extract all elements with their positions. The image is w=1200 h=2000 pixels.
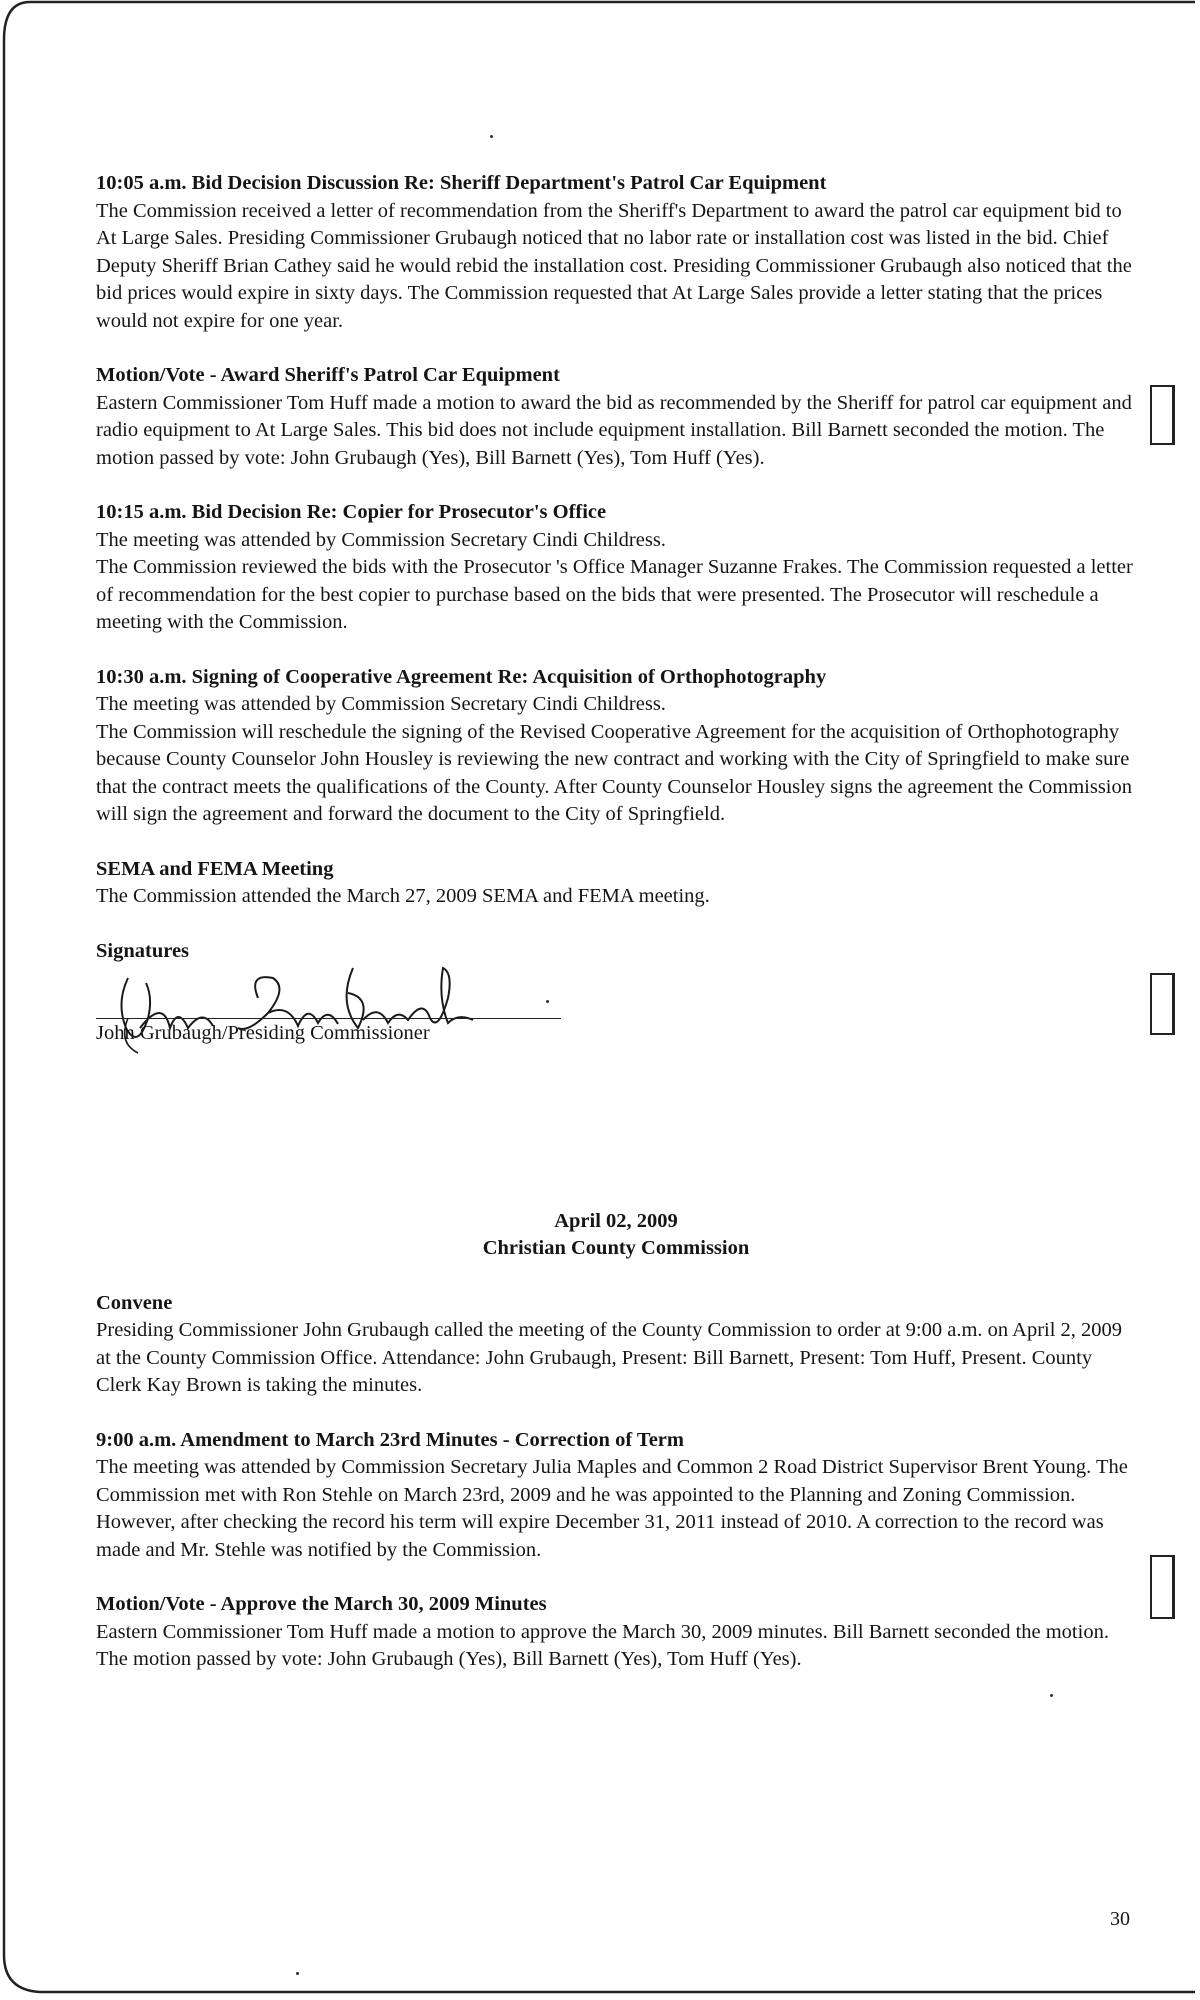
signature-block — [96, 938, 1136, 1048]
signatures-heading: Signatures — [96, 939, 190, 962]
section-heading: 10:05 a.m. Bid Decision Discussion Re: Sheriff Department's Patrol Car Equipment — [96, 172, 827, 194]
section-heading: SEMA and FEMA Meeting — [96, 857, 334, 880]
section-paragraph: The meeting was attended by Commission Secretary Cindi Childress. — [96, 693, 666, 715]
margin-bracket — [1150, 1555, 1175, 1619]
page-number: 30 — [1110, 1908, 1130, 1930]
meeting-date: April 02, 2009 — [554, 1209, 678, 1232]
section-paragraph: The Commission reviewed the bids with the Prosecutor 's Office Manager Suzanne Frakes. The Commission requested a letter of recommendation for the best copier to purchase based on the bids that were presented. The Prosecutor will reschedule a meeting with the Commission. — [96, 556, 1133, 633]
section-paragraph: The Commission will reschedule the signing of the Revised Cooperative Agreement for the acquisition of Orthophotography because County Counselor John Housley is reviewing the new contract and working with the City of Springfield to make sure that the contract meets the qualifications of the County. After County Counselor Housley signs the agreement the Commission will sign the agreement and forward the document to the City of Springfield. — [96, 720, 1133, 825]
section-paragraph: The Commission attended the March 27, 2009 SEMA and FEMA meeting. — [96, 885, 710, 907]
signature-line — [96, 1018, 561, 1019]
section-heading: 9:00 a.m. Amendment to March 23rd Minutes - Correction of Term — [96, 1428, 684, 1451]
section-paragraph: The Commission received a letter of recommendation from the Sheriff's Department to award the patrol car equipment bid to At Large Sales. Presiding Commissioner Grubaugh noticed that no labor rate or installation cost was listed in the bid. Chief Deputy Sheriff Brian Cathey said he would rebid the installation cost. Presiding Commissioner Grubaugh also noticed that the bid prices would expire in sixty days. The Commission requested that At Large Sales provide a letter stating that the prices would not expire for one year. — [96, 199, 1132, 332]
section-paragraph: Eastern Commissioner Tom Huff made a motion to approve the March 30, 2009 minutes. Bill Barnett seconded the motion. The motion passed by vote: John Grubaugh (Yes), Bill Barnett (Yes), Tom Huff (Yes). — [96, 1620, 1109, 1670]
minutes-section — [96, 1427, 1136, 1565]
minutes-section — [96, 856, 1136, 911]
minutes-section — [96, 499, 1136, 637]
meeting-header — [96, 1208, 1136, 1263]
minutes-section — [96, 664, 1136, 829]
margin-bracket — [1150, 385, 1175, 445]
section-paragraph: The meeting was attended by Commission Secretary Cindi Childress. — [96, 528, 666, 551]
section-heading: 10:15 a.m. Bid Decision Re: Copier for Prosecutor's Office — [96, 501, 607, 523]
document-body — [96, 170, 1136, 1701]
section-heading: Motion/Vote - Approve the March 30, 2009 Minutes — [96, 1593, 547, 1615]
section-paragraph: Presiding Commissioner John Grubaugh called the meeting of the County Commission to order at 9:00 a.m. on April 2, 2009 at the County Commission Office. Attendance: John Grubaugh, Present: Bill Barnett, Present: Tom Huff, Present. County Clerk Kay Brown is taking the minutes. — [96, 1319, 1123, 1396]
section-paragraph: Eastern Commissioner Tom Huff made a motion to award the bid as recommended by the Sheriff for patrol car equipment and radio equipment to At Large Sales. This bid does not include equipment installation. Bill Barnett seconded the motion. The motion passed by vote: John Grubaugh (Yes), Bill Barnett (Yes), Tom Huff (Yes). — [96, 391, 1132, 469]
meeting-body: Christian County Commission — [482, 1237, 750, 1259]
margin-bracket — [1150, 973, 1175, 1035]
minutes-section — [96, 1591, 1136, 1674]
section-heading: 10:30 a.m. Signing of Cooperative Agreement Re: Acquisition of Orthophotography — [96, 665, 827, 688]
signature-caption: John Grubaugh/Presiding Commissioner — [96, 1021, 430, 1044]
section-heading: Motion/Vote - Award Sheriff's Patrol Car Equipment — [96, 364, 560, 386]
section-paragraph: The meeting was attended by Commission Secretary Julia Maples and Common 2 Road District Supervisor Brent Young. The Commission met with Ron Stehle on March 23rd, 2009 and he was appointed to the Planning and Zoning Commission. However, after checking the record his term will expire December 31, 2011 instead of 2010. A correction to the record was made and Mr. Stehle was notified by the Commission. — [96, 1456, 1128, 1561]
scan-speck — [296, 1972, 299, 1975]
section-heading: Convene — [96, 1291, 173, 1314]
minutes-section — [96, 362, 1136, 472]
minutes-section — [96, 1290, 1136, 1400]
scan-speck — [490, 135, 493, 138]
minutes-section — [96, 170, 1136, 335]
